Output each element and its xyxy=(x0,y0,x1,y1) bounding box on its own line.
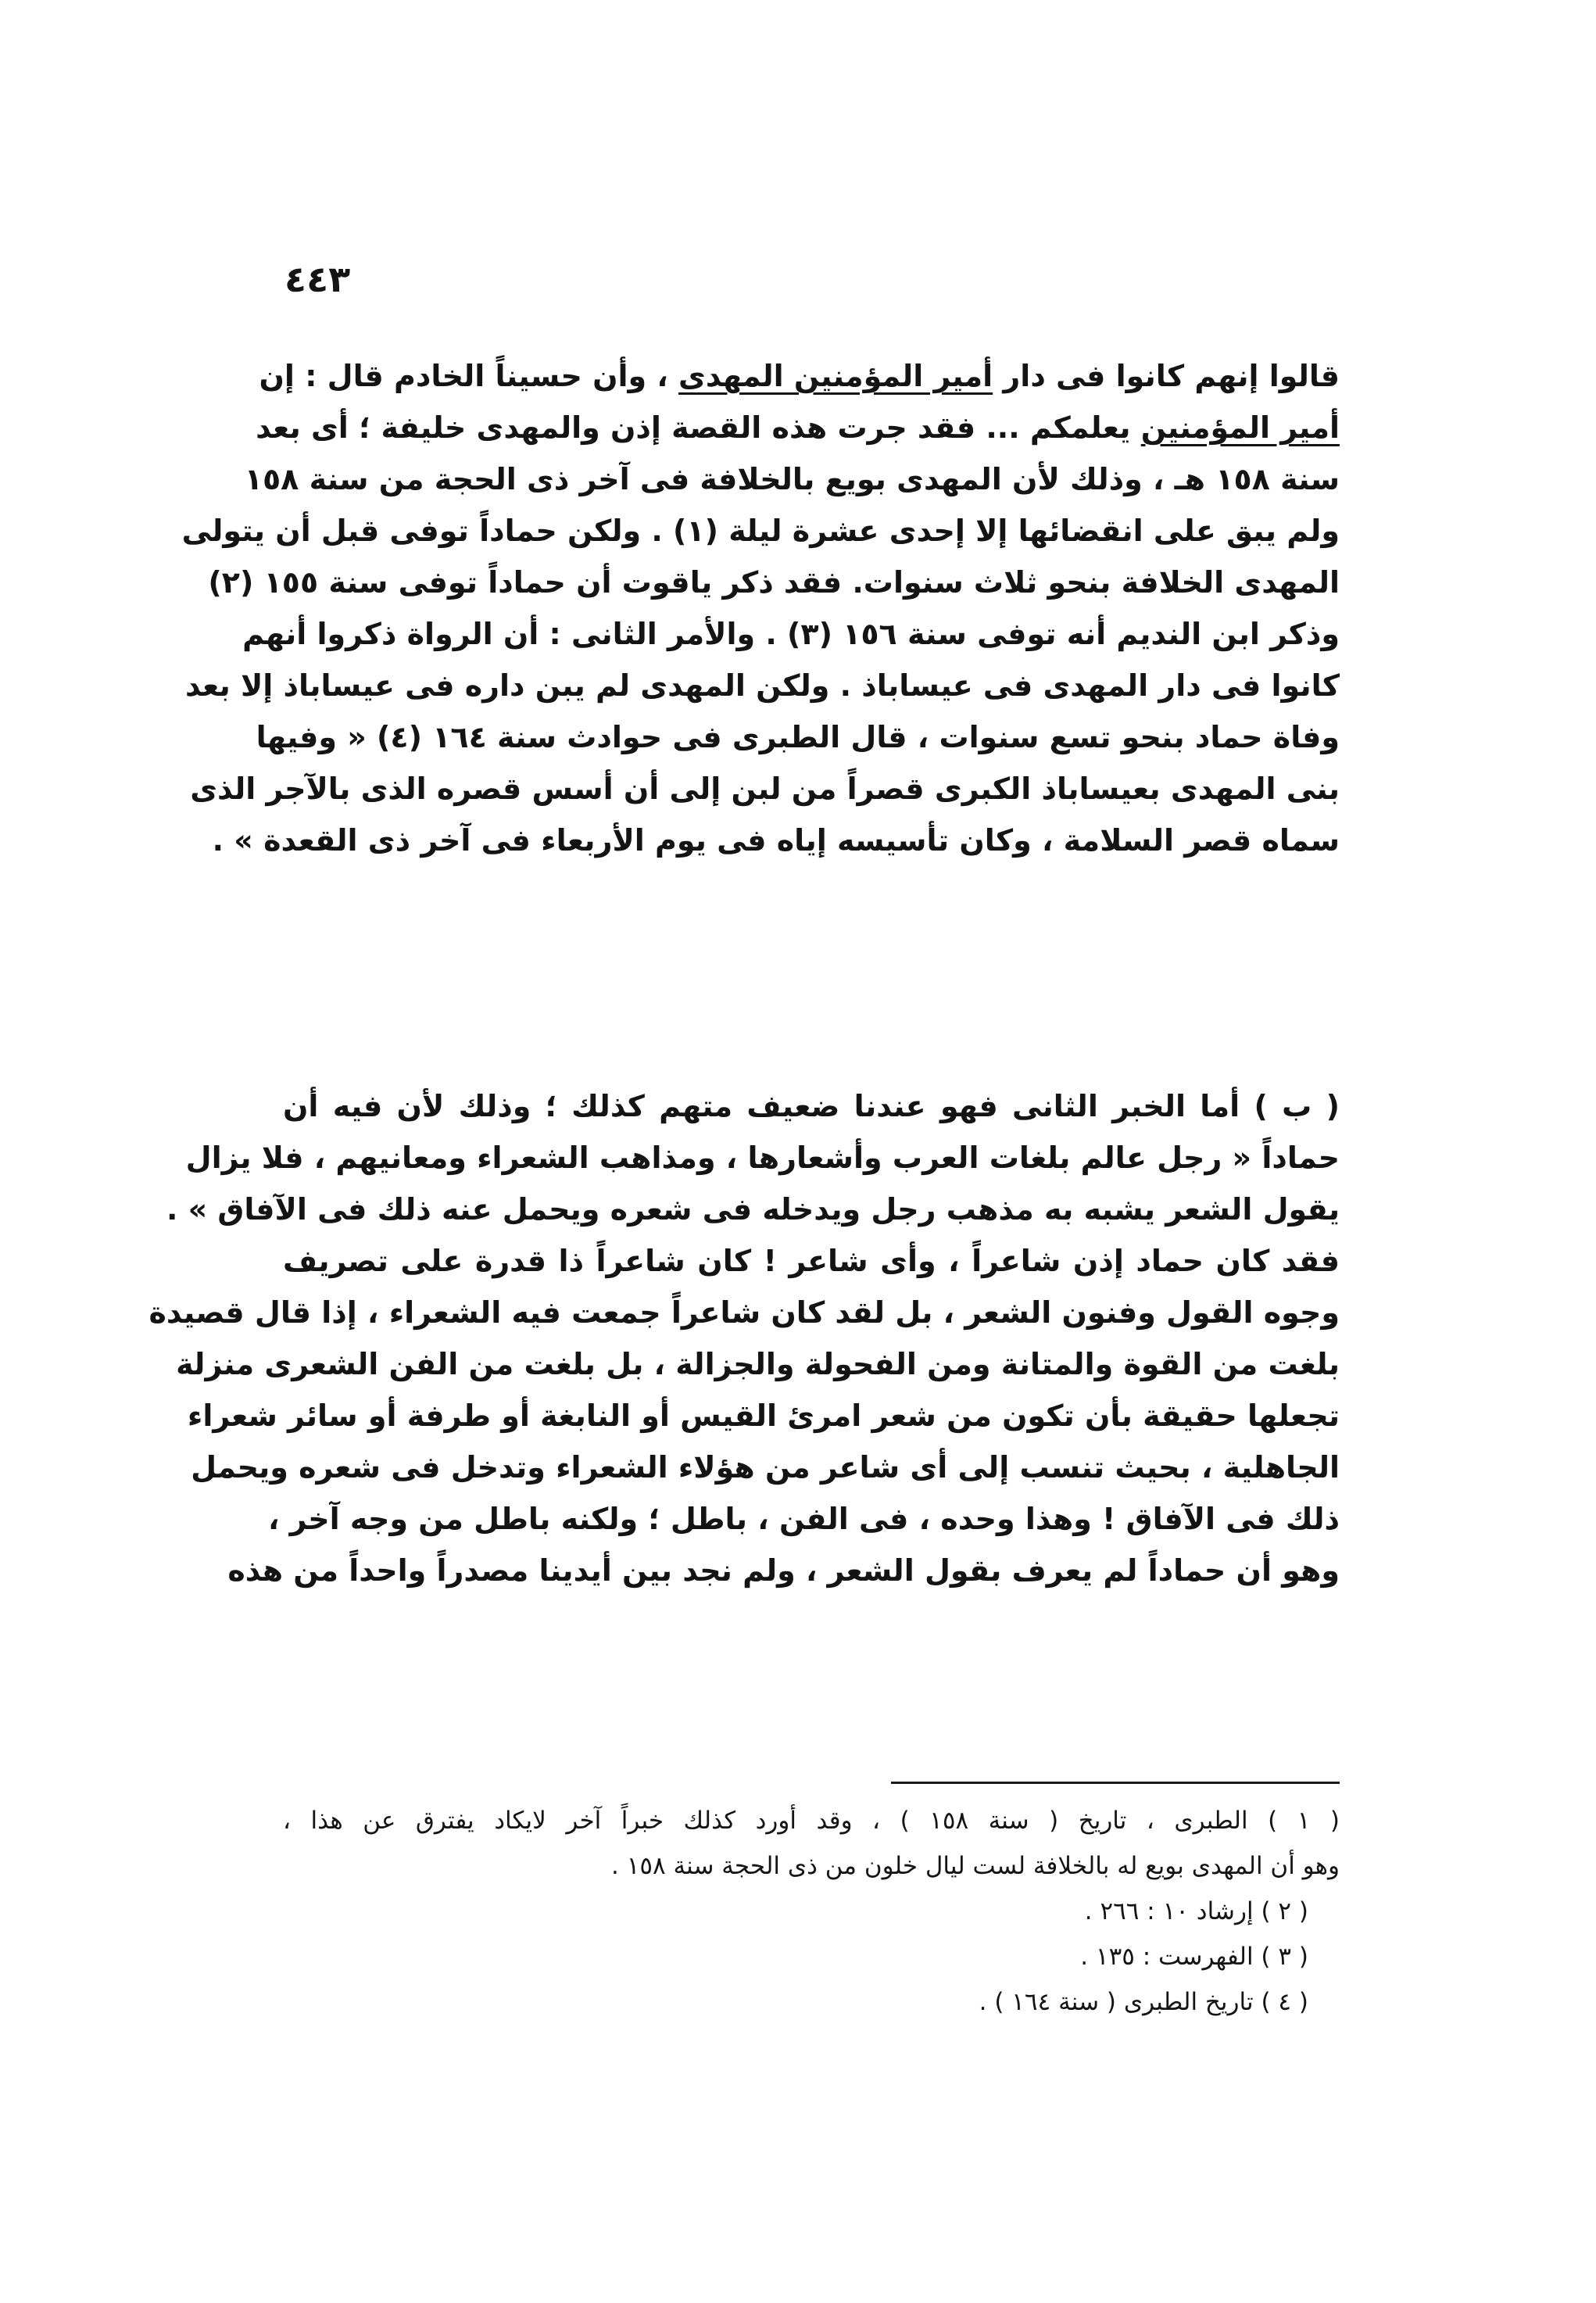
body-line: تجعلها حقيقة بأن تكون من شعر امرئ القيس أو النابغة أو طرفة أو سائر شعراء xyxy=(187,1399,1340,1433)
footnote-line: ( ٤ ) تاريخ الطبرى ( سنة ١٦٤ ) . xyxy=(979,1988,1308,2016)
footnote-line: ( ٣ ) الفهرست : ١٣٥ . xyxy=(1080,1943,1308,1971)
body-line: المهدى الخلافة بنحو ثلاث سنوات. فقد ذكر ياقوت أن حماداً توفى سنة ١٥٥ (٢) xyxy=(208,565,1340,600)
body-line: سماه قصر السلامة ، وكان تأسيسه إياه فى يوم الأربعاء فى آخر ذى القعدة » . xyxy=(212,823,1340,858)
paragraph-2 xyxy=(149,1080,1340,1596)
footnotes xyxy=(283,1798,1340,2025)
body-line: فقد كان حماد إذن شاعراً ، وأى شاعر ! كان شاعراً ذا قدرة على تصريف xyxy=(283,1244,1340,1278)
line-text: يعلمكم ... فقد جرت هذه القصة إذن والمهدى خليفة ؛ أى بعد xyxy=(256,410,1141,445)
body-line: يقول الشعر يشبه به مذهب رجل ويدخله فى شعره ويحمل عنه ذلك فى الآفاق » . xyxy=(166,1192,1340,1227)
body-line: وهو أن حماداً لم يعرف بقول الشعر ، ولم نجد بين أيدينا مصدراً واحداً من هذه xyxy=(227,1553,1340,1588)
underlined-phrase: أمير المؤمنين xyxy=(1140,410,1340,445)
footnote-separator xyxy=(891,1782,1340,1784)
body-line xyxy=(259,350,1340,402)
body-line: سنة ١٥٨ هـ ، وذلك لأن المهدى بويع بالخلافة فى آخر ذى الحجة من سنة ١٥٨ xyxy=(244,462,1340,496)
body-line: بنى المهدى بعيساباذ الكبرى قصراً من لبن إلى أن أسس قصره الذى بالآجر الذى xyxy=(190,772,1340,806)
body-line: الجاهلية ، بحيث تنسب إلى أى شاعر من هؤلاء الشعراء وتدخل فى شعره ويحمل xyxy=(191,1450,1340,1485)
footnote-line: ( ١ ) الطبرى ، تاريخ ( سنة ١٥٨ ) ، وقد أورد كذلك خبراً آخر لايكاد يفترق عن هذا ، xyxy=(283,1807,1340,1835)
body-line: بلغت من القوة والمتانة ومن الفحولة والجزالة ، بل بلغت من الفن الشعرى منزلة xyxy=(176,1347,1340,1381)
paragraph-1 xyxy=(181,350,1340,866)
underlined-phrase: أمير المؤمنين المهدى xyxy=(678,359,993,393)
line-text: ، وأن حسيناً الخادم قال : إن xyxy=(259,359,679,393)
line-text: قالوا إنهم كانوا فى دار xyxy=(993,359,1340,393)
footnote-line: وهو أن المهدى بويع له بالخلافة لست ليال خلون من ذى الحجة سنة ١٥٨ . xyxy=(610,1852,1340,1880)
body-line: وذكر ابن النديم أنه توفى سنة ١٥٦ (٣) . والأمر الثانى : أن الرواة ذكروا أنهم xyxy=(242,617,1340,651)
body-line: كانوا فى دار المهدى فى عيساباذ . ولكن المهدى لم يبن داره فى عيساباذ إلا بعد xyxy=(185,668,1340,703)
footnote-line: ( ٢ ) إرشاد ١٠ : ٢٦٦ . xyxy=(1084,1897,1308,1925)
page-number: ٤٤٣ xyxy=(284,258,351,300)
body-line: وفاة حماد بنحو تسع سنوات ، قال الطبرى فى حوادث سنة ١٦٤ (٤) « وفيها xyxy=(256,720,1340,754)
body-line: حماداً « رجل عالم بلغات العرب وأشعارها ، ومذاهب الشعراء ومعانيهم ، فلا يزال xyxy=(185,1141,1340,1175)
body-line: ( ب ) أما الخبر الثانى فهو عندنا ضعيف متهم كذلك ؛ وذلك لأن فيه أن xyxy=(283,1089,1340,1123)
body-line: ولم يبق على انقضائها إلا إحدى عشرة ليلة (١) . ولكن حماداً توفى قبل أن يتولى xyxy=(181,514,1340,548)
body-line: ذلك فى الآفاق ! وهذا وحده ، فى الفن ، باطل ؛ ولكنه باطل من وجه آخر ، xyxy=(267,1502,1340,1536)
body-line xyxy=(256,402,1340,453)
body-line: وجوه القول وفنون الشعر ، بل لقد كان شاعراً جمعت فيه الشعراء ، إذا قال قصيدة xyxy=(149,1295,1340,1330)
